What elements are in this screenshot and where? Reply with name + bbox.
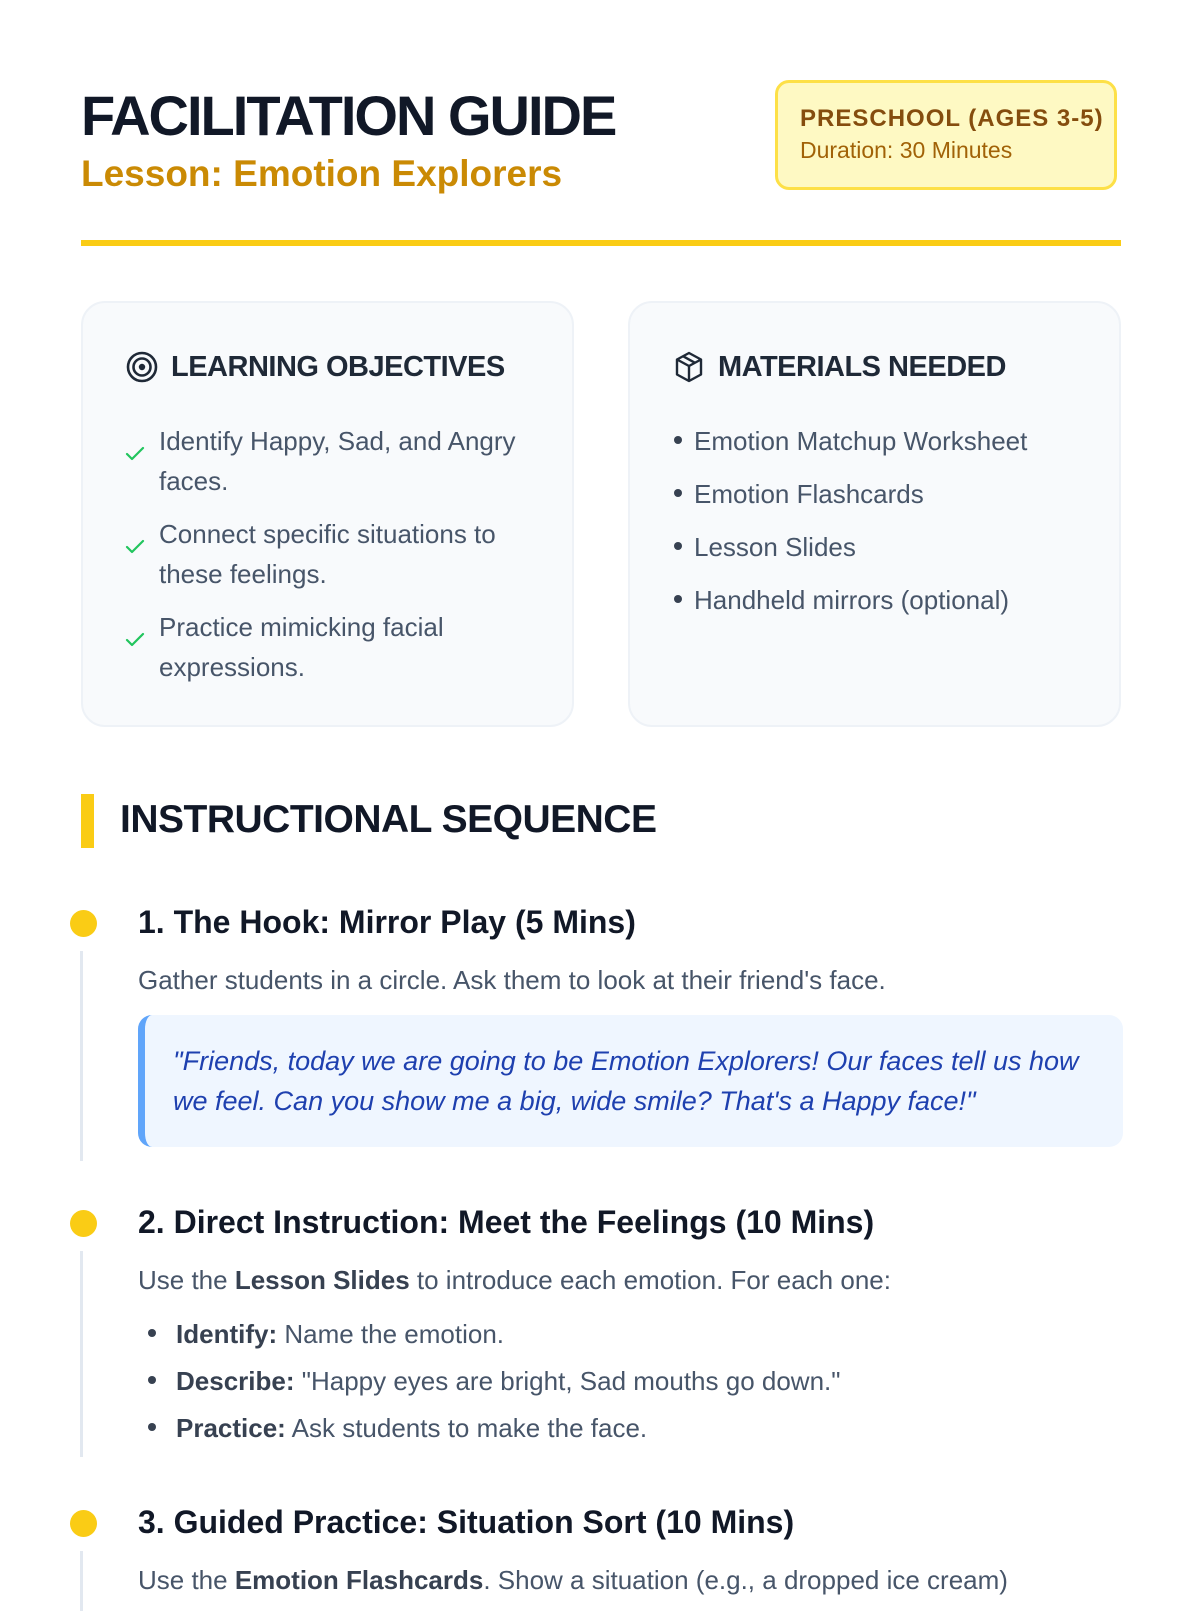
timeline-line xyxy=(80,1551,83,1611)
sequence-step-3 xyxy=(70,1504,1130,1600)
materials-list xyxy=(674,421,1027,633)
objective-text: Identify Happy, Sad, and Angry faces. xyxy=(159,426,516,496)
point-label: Identify: xyxy=(176,1319,278,1349)
check-icon xyxy=(125,526,145,542)
step-text: Use the Emotion Flashcards. Show a situation (e.g., a dropped ice cream) xyxy=(138,1565,1008,1595)
timeline-line xyxy=(80,951,83,1161)
materials-title: MATERIALS NEEDED xyxy=(718,350,1006,383)
check-icon xyxy=(125,433,145,449)
objective-item xyxy=(125,607,545,687)
page-header xyxy=(81,80,1121,200)
step-point xyxy=(148,1410,841,1446)
material-text: Emotion Flashcards xyxy=(694,479,924,509)
step-text-highlight: Lesson Slides xyxy=(234,1265,410,1295)
step-title: 1. The Hook: Mirror Play (5 Mins) xyxy=(138,904,636,940)
material-item xyxy=(674,527,1027,567)
step-points-list xyxy=(148,1316,841,1457)
point-label: Practice: xyxy=(176,1413,286,1443)
objectives-header xyxy=(125,347,505,387)
target-icon xyxy=(125,350,159,384)
material-item xyxy=(674,580,1027,620)
step-text: Gather students in a circle. Ask them to look at their friend's face. xyxy=(138,965,886,995)
bullet-icon xyxy=(674,436,682,444)
sequence-step-2 xyxy=(70,1204,1130,1460)
objectives-list xyxy=(125,421,545,700)
objective-item xyxy=(125,421,545,501)
section-title: INSTRUCTIONAL SEQUENCE xyxy=(120,798,657,841)
bullet-icon xyxy=(674,542,682,550)
page-title: FACILITATION GUIDE xyxy=(81,84,616,147)
point-text: "Happy eyes are bright, Sad mouths go down." xyxy=(294,1366,841,1396)
objective-text: Practice mimicking facial expressions. xyxy=(159,612,444,682)
materials-header xyxy=(672,347,1006,387)
section-accent-bar xyxy=(81,794,94,848)
objectives-title: LEARNING OBJECTIVES xyxy=(171,350,505,383)
lesson-title: Lesson: Emotion Explorers xyxy=(81,153,563,194)
objective-text: Connect specific situations to these feelings. xyxy=(159,519,496,589)
point-text: Name the emotion. xyxy=(277,1319,504,1349)
timeline-line xyxy=(80,1251,83,1457)
bullet-icon xyxy=(148,1376,156,1384)
timeline-dot xyxy=(70,910,97,937)
badge-age-level: PRESCHOOL (AGES 3-5) xyxy=(800,105,1104,132)
step-text: Use the Lesson Slides to introduce each emotion. For each one: xyxy=(138,1265,891,1295)
material-text: Handheld mirrors (optional) xyxy=(694,585,1010,615)
timeline-dot xyxy=(70,1510,97,1537)
age-badge xyxy=(775,80,1117,190)
point-label: Describe: xyxy=(176,1366,295,1396)
materials-card xyxy=(628,301,1121,727)
badge-duration: Duration: 30 Minutes xyxy=(800,137,1013,163)
sequence-step-1 xyxy=(70,904,1130,1160)
teacher-script-quote: "Friends, today we are going to be Emotion Explorers! Our faces tell us how we feel. Can you show me a big, wide smile? That's a Happy face!" xyxy=(138,1015,1123,1147)
box-icon xyxy=(672,350,706,384)
timeline-dot xyxy=(70,1210,97,1237)
material-item xyxy=(674,421,1027,461)
step-point xyxy=(148,1316,841,1352)
material-text: Lesson Slides xyxy=(694,532,856,562)
bullet-icon xyxy=(148,1329,156,1337)
material-text: Emotion Matchup Worksheet xyxy=(694,426,1028,456)
bullet-icon xyxy=(148,1423,156,1431)
step-title: 3. Guided Practice: Situation Sort (10 Mins) xyxy=(138,1504,795,1540)
material-item xyxy=(674,474,1027,514)
bullet-icon xyxy=(674,489,682,497)
step-text-highlight: Emotion Flashcards xyxy=(234,1565,484,1595)
step-point xyxy=(148,1363,841,1399)
point-text: Ask students to make the face. xyxy=(285,1413,648,1443)
header-divider xyxy=(81,240,1121,246)
objective-item xyxy=(125,514,545,594)
check-icon xyxy=(125,619,145,635)
objectives-card xyxy=(81,301,574,727)
bullet-icon xyxy=(674,595,682,603)
step-title: 2. Direct Instruction: Meet the Feelings (10 Mins) xyxy=(138,1204,875,1240)
